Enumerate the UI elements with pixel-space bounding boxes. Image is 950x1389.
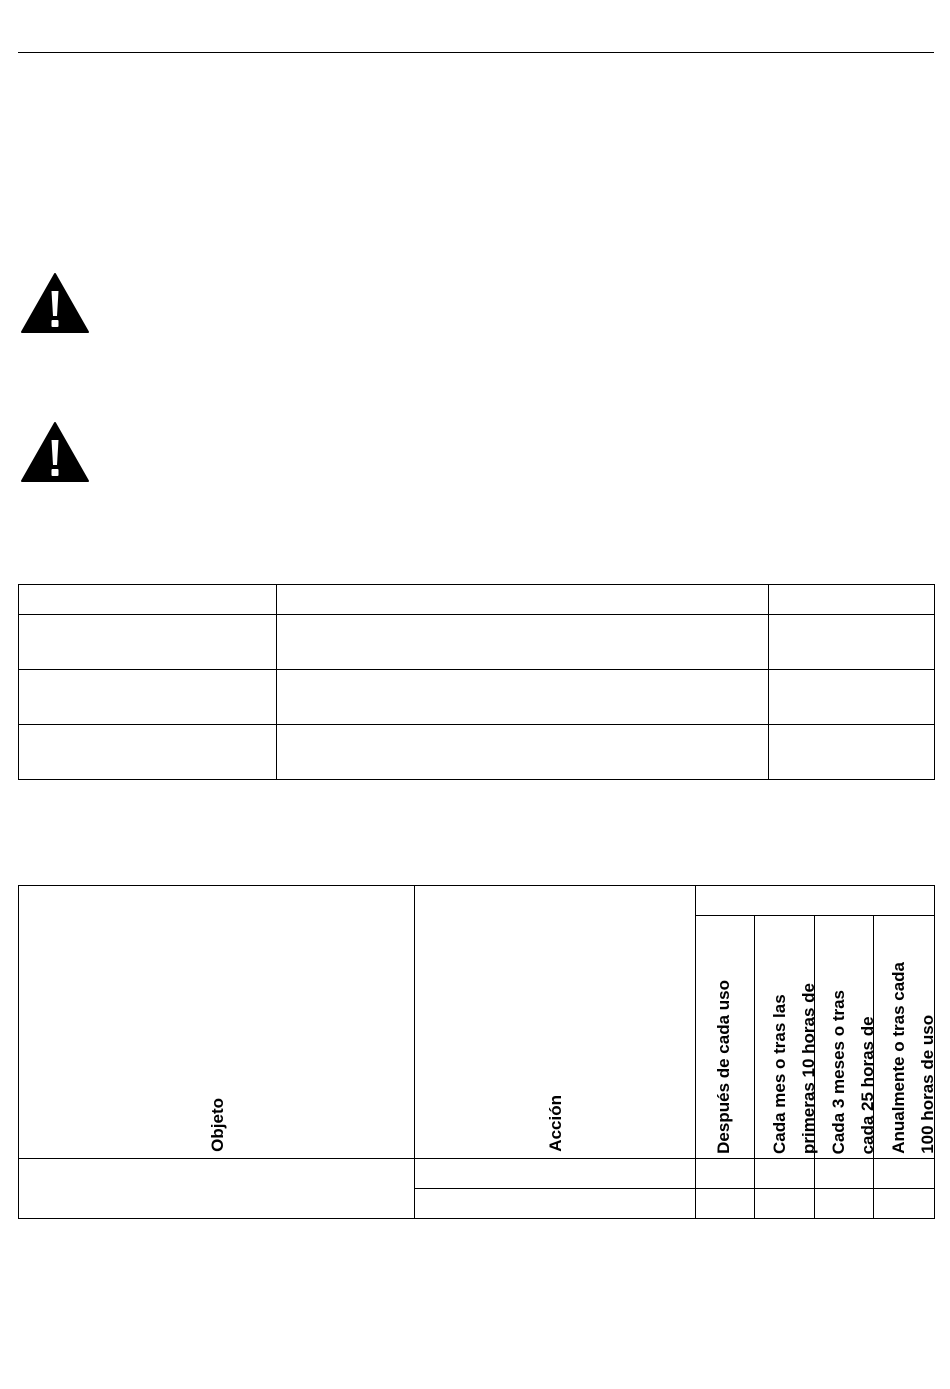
interval-label-line: cada 25 horas de bbox=[858, 1016, 877, 1154]
interval-label-line: primeras 10 horas de bbox=[798, 982, 818, 1154]
table-cell bbox=[415, 1189, 696, 1219]
specs-table bbox=[18, 584, 935, 780]
table-cell bbox=[815, 1189, 874, 1219]
table-cell bbox=[769, 725, 935, 780]
table-row bbox=[19, 1159, 935, 1189]
table-row bbox=[19, 670, 935, 725]
header-interval-after-use bbox=[696, 916, 755, 1159]
header-item bbox=[19, 886, 415, 1159]
interval-label-line: Cada mes o tras las bbox=[769, 994, 789, 1154]
table-cell bbox=[19, 670, 277, 725]
warning-triangle-icon bbox=[20, 272, 90, 334]
table-cell bbox=[755, 1189, 815, 1219]
table-cell bbox=[874, 1189, 935, 1219]
maintenance-table bbox=[18, 885, 935, 1219]
table-cell bbox=[769, 615, 935, 670]
interval-label-line: Después de cada uso bbox=[714, 980, 733, 1154]
table-cell bbox=[755, 1159, 815, 1189]
table-cell bbox=[815, 1159, 874, 1189]
interval-label-line: Anualmente o tras cada bbox=[889, 962, 908, 1154]
table-cell bbox=[277, 670, 769, 725]
table-cell bbox=[769, 585, 935, 615]
header-item-label: Objeto bbox=[207, 1098, 227, 1152]
interval-label-line: 100 horas de uso bbox=[918, 1015, 937, 1154]
table-cell bbox=[769, 670, 935, 725]
header-interval-monthly bbox=[755, 916, 818, 1159]
table-row bbox=[19, 585, 935, 615]
table-cell bbox=[415, 1159, 696, 1189]
table-cell bbox=[696, 1159, 755, 1189]
interval-label-line: Cada 3 meses o tras bbox=[829, 989, 848, 1154]
header-interval-annual bbox=[874, 916, 935, 1159]
table-cell bbox=[19, 615, 277, 670]
table-cell bbox=[696, 1189, 755, 1219]
header-action bbox=[415, 886, 696, 1159]
table-cell bbox=[277, 585, 769, 615]
warning-triangle-icon bbox=[20, 421, 90, 483]
table-cell bbox=[19, 1159, 415, 1219]
table-cell bbox=[277, 615, 769, 670]
table-cell bbox=[19, 585, 277, 615]
table-cell bbox=[874, 1159, 935, 1189]
header-interval-group bbox=[696, 886, 935, 916]
header-action-label: Acción bbox=[546, 1095, 565, 1152]
header-interval-quarterly bbox=[815, 916, 877, 1159]
table-row bbox=[19, 725, 935, 780]
table-row bbox=[19, 615, 935, 670]
table-header-row bbox=[19, 886, 935, 916]
table-cell bbox=[19, 725, 277, 780]
top-rule bbox=[18, 52, 934, 53]
table-cell bbox=[277, 725, 769, 780]
